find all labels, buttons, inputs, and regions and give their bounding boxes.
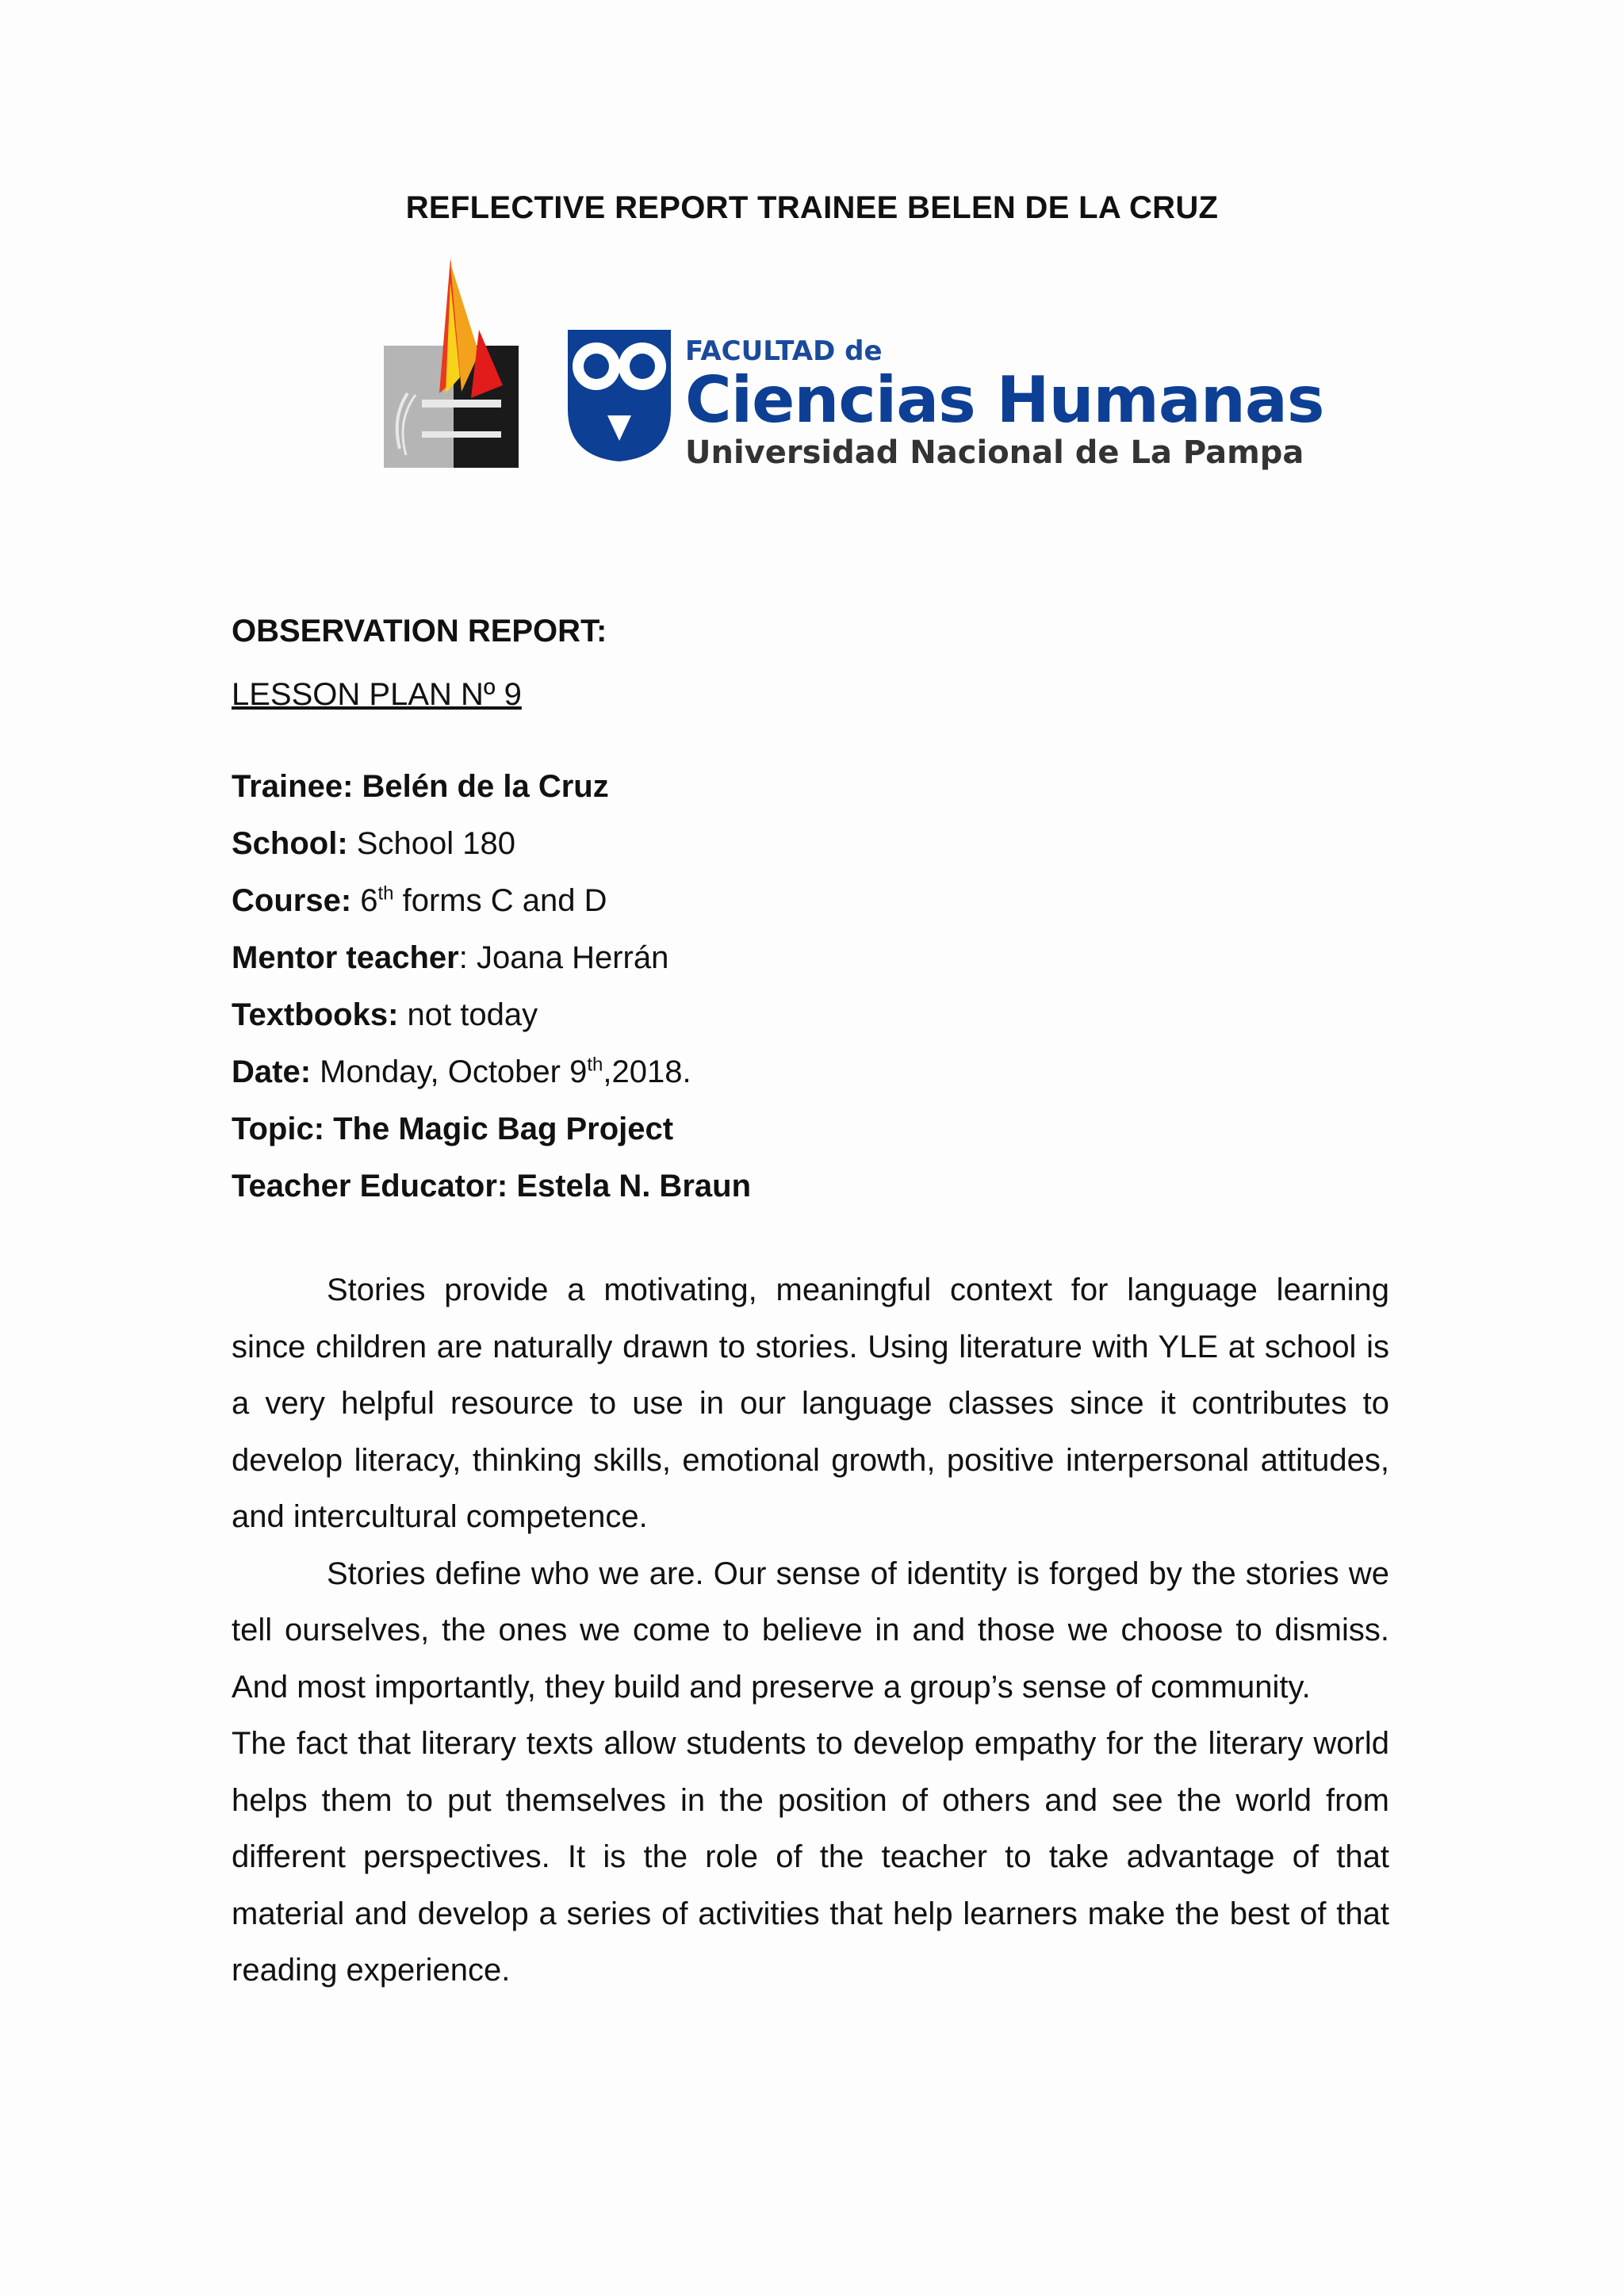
school-label: School: <box>232 826 348 861</box>
textbooks-label: Textbooks: <box>232 997 399 1032</box>
logo-line-faculty: FACULTAD de <box>685 335 883 367</box>
mentor-label: Mentor teacher <box>232 940 459 975</box>
trainee-text: Trainee: Belén de la Cruz <box>232 769 609 804</box>
educator-row <box>232 1165 1389 1207</box>
report-body <box>232 1262 1389 1999</box>
paragraph-2: Stories define who we are. Our sense of identity is forged by the stories we tell ourselves, the ones we come to believe in and those we choose to dismiss. And most importantly, they build and preserve a group’s sense of community. <box>232 1556 1389 1705</box>
logo-line-university: Universidad Nacional de La Pampa <box>685 434 1304 471</box>
trainee-row <box>232 766 1389 807</box>
document-title: REFLECTIVE REPORT TRAINEE BELEN DE LA CRUZ <box>405 190 1219 225</box>
textbooks-value: not today <box>398 997 538 1032</box>
school-value: School 180 <box>347 826 515 861</box>
topic-row <box>232 1108 1389 1150</box>
course-superscript: th <box>377 882 394 905</box>
mentor-value: : Joana Herrán <box>458 940 669 975</box>
textbooks-row <box>232 994 1389 1035</box>
date-label: Date: <box>232 1054 312 1089</box>
report-content <box>232 610 1389 1999</box>
educator-text: Teacher Educator: Estela N. Braun <box>232 1169 751 1203</box>
faculty-logo <box>384 258 1324 480</box>
mentor-row <box>232 937 1389 978</box>
lesson-info <box>232 766 1389 1207</box>
course-value-rest: forms C and D <box>393 883 607 918</box>
torch-emblem-icon <box>384 258 519 468</box>
topic-text: Topic: The Magic Bag Project <box>232 1112 674 1146</box>
paragraph-1: Stories provide a motivating, meaningful context for language learning since children are naturally drawn to stories. Using literature with YLE at school is a very helpful resource to use in our language classes since it contributes to develop literacy, thinking skills, emotional growth, positive interpersonal attitudes, and intercultural competence. <box>232 1272 1389 1534</box>
paragraph-3: The fact that literary texts allow students to develop empathy for the literary world helps them to put themselves in the position of others and see the world from different perspectives. It is the role of the teacher to take advantage of that material and develop a series of activities that help learners make the best of that reading experience. <box>232 1726 1389 1988</box>
date-superscript: th <box>587 1054 603 1076</box>
course-value: 6 <box>351 883 378 918</box>
date-row <box>232 1051 1389 1093</box>
date-value-rest: ,2018. <box>603 1054 691 1089</box>
lesson-plan-label: LESSON PLAN Nº 9 <box>232 677 522 712</box>
logo-line-name: Ciencias Humanas <box>685 363 1324 437</box>
logo-text <box>685 336 1323 471</box>
date-value: Monday, October 9 <box>311 1054 588 1089</box>
school-row <box>232 823 1389 864</box>
course-label: Course: <box>232 883 352 918</box>
course-row <box>232 880 1389 921</box>
owl-icon <box>560 322 679 463</box>
observation-heading: OBSERVATION REPORT: <box>232 614 607 649</box>
